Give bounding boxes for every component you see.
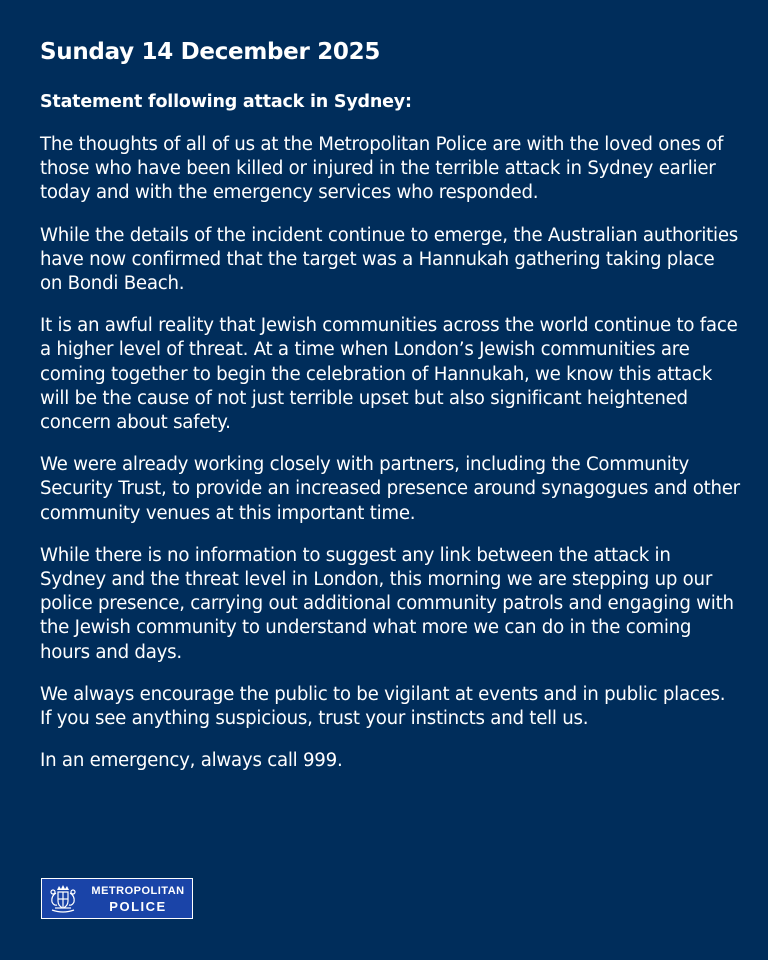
statement-paragraph: While there is no information to suggest any link between the attack in Sydney and the threat level in London, this morning we are stepping up our police presence, carrying out additional community patrols and engaging with the Jewish community to understand what more we can do in the coming hours and days. xyxy=(40,544,734,663)
statement-content xyxy=(40,36,740,773)
statement-paragraph: We always encourage the public to be vigilant at events and in public places. If you see anything suspicious, trust your instincts and tell us. xyxy=(40,683,726,730)
statement-paragraph: The thoughts of all of us at the Metropolitan Police are with the loved ones of those who have been killed or injured in the terrible attack in Sydney earlier today and with the emergency services who responded. xyxy=(40,134,724,204)
logo-text-metropolitan: METROPOLITAN xyxy=(91,884,185,897)
logo-text-police: POLICE xyxy=(109,898,167,914)
police-crest-icon xyxy=(42,879,84,918)
metropolitan-police-logo xyxy=(41,878,193,919)
statement-title: Statement following attack in Sydney: xyxy=(40,92,412,112)
statement-date: Sunday 14 December 2025 xyxy=(40,39,381,65)
statement-paragraph: It is an awful reality that Jewish communities across the world continue to face a higher level of threat. At a time when London’s Jewish communities are coming together to begin the celebration of Hannukah, we know this attack will be the cause of not just terrible upset but also significant heightened concern about safety. xyxy=(40,315,738,434)
statement-paragraph: In an emergency, always call 999. xyxy=(40,750,343,772)
statement-paragraph: We were already working closely with partners, including the Community Security Trust, to provide an increased presence around synagogues and other community venues at this important time. xyxy=(40,454,740,524)
logo-wordmark xyxy=(84,879,192,918)
statement-paragraph: While the details of the incident continue to emerge, the Australian authorities have now confirmed that the target was a Hannukah gathering taking place on Bondi Beach. xyxy=(40,224,739,295)
